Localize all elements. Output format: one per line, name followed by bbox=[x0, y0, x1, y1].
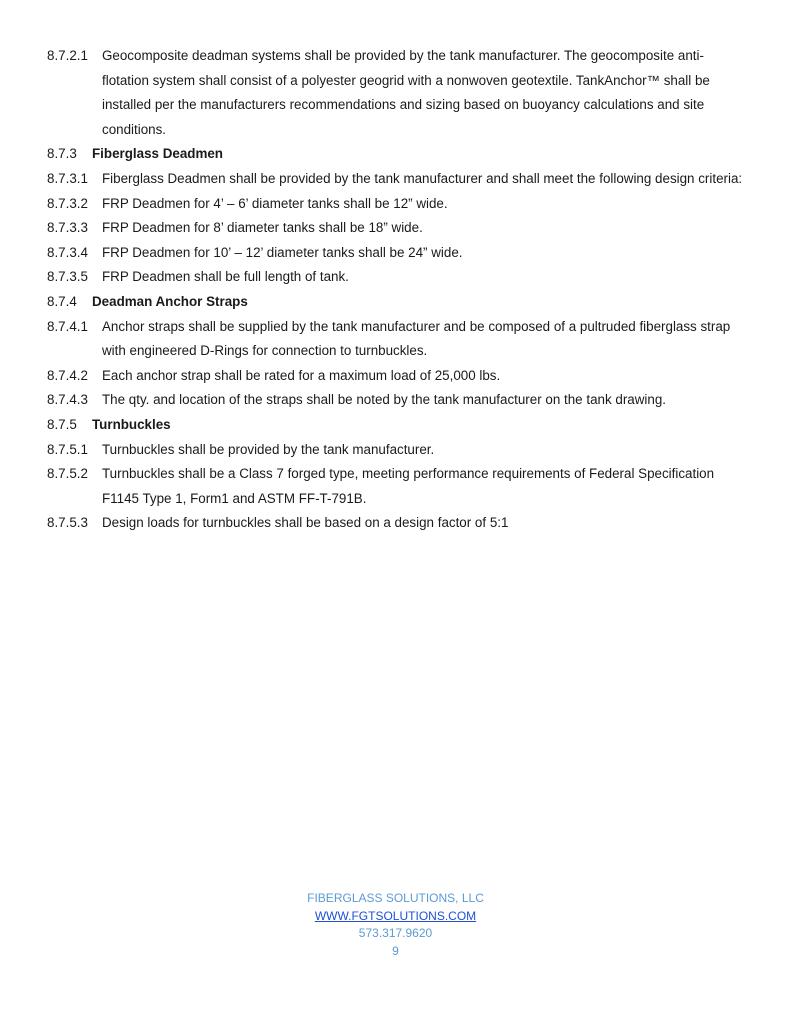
page-number: 9 bbox=[392, 943, 399, 958]
footer-website-link[interactable]: WWW.FGTSOLUTIONS.COM bbox=[314, 908, 477, 923]
spec-item-8-7-4-3 bbox=[47, 388, 747, 413]
item-number: 8.7.3.5 bbox=[47, 269, 88, 285]
footer-company: FIBERGLASS SOLUTIONS, LLC bbox=[307, 891, 484, 905]
footer-phone: 573.317.9620 bbox=[358, 926, 433, 940]
item-text: The qty. and location of the straps shall be noted by the tank manufacturer on the tank drawing. bbox=[102, 392, 666, 408]
item-number: 8.7.4.3 bbox=[47, 392, 88, 408]
spec-item-8-7-5-1 bbox=[47, 438, 747, 463]
section-heading-8-7-4 bbox=[47, 290, 747, 315]
spec-item-8-7-3-5 bbox=[47, 265, 747, 290]
heading-number: 8.7.5 bbox=[47, 416, 77, 432]
spec-item-8-7-2-1 bbox=[47, 44, 747, 142]
spec-item-8-7-3-4 bbox=[47, 241, 747, 266]
heading-text: Turnbuckles bbox=[92, 416, 171, 432]
spec-item-8-7-3-2 bbox=[47, 192, 747, 217]
item-text: Turnbuckles shall be a Class 7 forged type, meeting performance requirements of Federal Specification F1145 Type 1, Form1 and ASTM FF-T-791B. bbox=[102, 466, 715, 506]
spec-item-8-7-4-2 bbox=[47, 364, 747, 389]
item-number: 8.7.2.1 bbox=[47, 48, 88, 63]
section-heading-8-7-5 bbox=[47, 413, 747, 438]
item-number: 8.7.4.2 bbox=[47, 367, 88, 383]
item-text: Geocomposite deadman systems shall be provided by the tank manufacturer. The geocomposite anti-flotation system shall consist of a polyester geogrid with a nonwoven geotextile. TankAnchor™ shall be installed per the manufacturers recommendations and sizing based on buoyancy calculations and site conditions. bbox=[102, 48, 710, 137]
heading-number: 8.7.3 bbox=[47, 146, 77, 162]
spec-item-8-7-3-3 bbox=[47, 216, 747, 241]
item-number: 8.7.5.2 bbox=[47, 466, 88, 482]
spec-section bbox=[47, 44, 747, 536]
item-text: Anchor straps shall be supplied by the tank manufacturer and be composed of a pultruded fiberglass strap with engineered D-Rings for connection to turnbuckles. bbox=[102, 318, 731, 359]
item-text: FRP Deadmen for 8’ diameter tanks shall be 18” wide. bbox=[102, 220, 423, 236]
item-text: Each anchor strap shall be rated for a maximum load of 25,000 lbs. bbox=[102, 367, 501, 383]
item-number: 8.7.5.1 bbox=[47, 441, 88, 457]
item-number: 8.7.3.1 bbox=[47, 170, 88, 186]
section-heading-8-7-3 bbox=[47, 142, 747, 167]
item-number: 8.7.4.1 bbox=[47, 318, 88, 334]
heading-number: 8.7.4 bbox=[47, 293, 77, 309]
item-text: FRP Deadmen shall be full length of tank. bbox=[102, 269, 349, 285]
item-number: 8.7.3.3 bbox=[47, 220, 88, 236]
spec-item-8-7-3-1 bbox=[47, 167, 747, 192]
item-text: FRP Deadmen for 4’ – 6’ diameter tanks shall be 12” wide. bbox=[102, 195, 448, 211]
item-text: Design loads for turnbuckles shall be based on a design factor of 5:1 bbox=[102, 515, 509, 531]
item-number: 8.7.3.2 bbox=[47, 195, 88, 211]
spec-item-8-7-4-1 bbox=[47, 315, 747, 364]
item-text: Turnbuckles shall be provided by the tank manufacturer. bbox=[102, 441, 435, 457]
heading-text: Deadman Anchor Straps bbox=[92, 293, 248, 309]
heading-text: Fiberglass Deadmen bbox=[92, 146, 223, 162]
item-text: Fiberglass Deadmen shall be provided by the tank manufacturer and shall meet the following design criteria: bbox=[102, 170, 743, 186]
item-number: 8.7.5.3 bbox=[47, 515, 88, 531]
spec-item-8-7-5-3 bbox=[47, 511, 747, 536]
item-number: 8.7.3.4 bbox=[47, 244, 88, 260]
item-text: FRP Deadmen for 10’ – 12’ diameter tanks shall be 24” wide. bbox=[102, 244, 463, 260]
spec-item-8-7-5-2 bbox=[47, 462, 747, 511]
page-footer bbox=[0, 890, 791, 960]
